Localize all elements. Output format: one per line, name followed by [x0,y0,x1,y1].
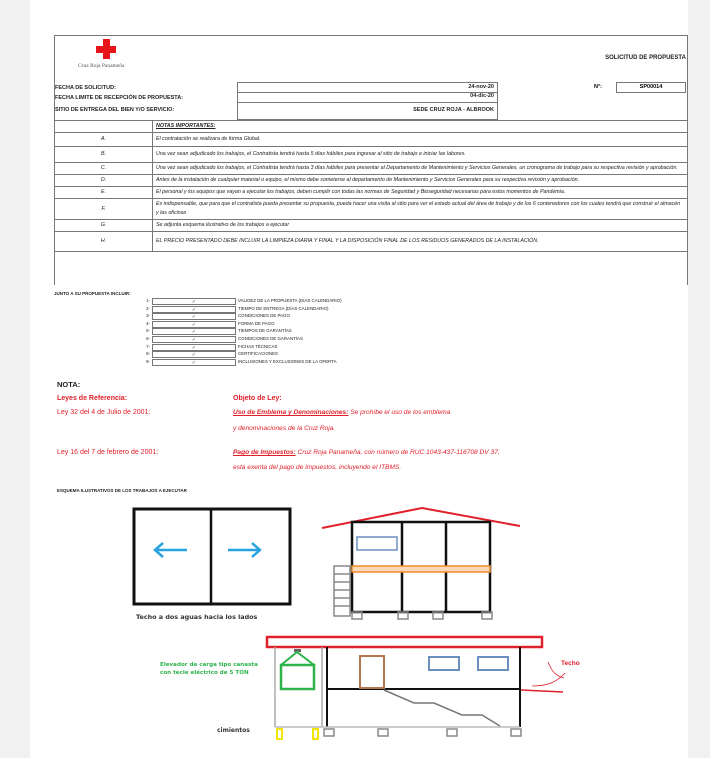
checklist-number: 4- [146,320,150,326]
note-letter: A. [55,133,153,147]
checklist-number: 2- [146,305,150,311]
include-title: JUNTO A SU PROPUESTA INCLUIR: [54,291,131,296]
check-icon: ✓ [152,359,236,366]
law-description-cont: y denominaciones de la Cruz Roja. [233,425,336,432]
checklist-number: 1- [146,298,150,303]
law-description: Cruz Roja Panameña, con número de RUC 1043-437-116708 DV 37, [295,449,500,456]
check-icon: ✓ [152,336,236,343]
checklist-number: 5- [146,328,150,334]
note-text: Se adjunta esquema ilustrativo de los trabajos a ejecutar [153,220,688,232]
checklist-number: 8- [146,351,150,357]
note-letter: D. [55,175,153,187]
law-reference: Ley 32 del 4 de Julio de 2001: [57,409,151,416]
nota-title: NOTA: [57,380,81,389]
checklist-number: 7- [146,343,150,349]
law-description-cont: esta exenta del pago de impuestos, incluyendo el ITBMS. [233,464,402,471]
note-text: El contratación se realizara de forma Global. [153,133,688,147]
note-letter: E. [55,187,153,199]
checklist-number: 6- [146,336,150,341]
note-text: EL PRECIO PRESENTADO DEBE INCLUIR LA LIMPIEZA DIARIA Y FINAL Y LA DISPOSICIÓN FINAL DE LOS RESIDUOS GENERADOS DE LA INSTALACIÓN. [153,232,688,252]
org-name: Cruz Roja Panameña [78,63,125,69]
note-text: Antes de la instalación de cualquier material o equipo, el mismo debe someterse al departamento de Mantenimiento y Servicios Generales para su respectiva revisión y aprobación. [153,175,688,187]
law-reference: Ley 16 del 7 de febrero de 2001: [57,449,159,456]
note-letter: C. [55,163,153,175]
checklist-label: CERTIFICACIONES [238,351,278,357]
checklist-label: CONDICIONES DE PAGO [238,313,290,319]
check-icon: ✓ [152,328,236,335]
foundations-label: cimientos [217,727,250,734]
checklist-label: CONDICIONES DE GARANTÍAS [238,336,303,341]
note-text: Es indispensable, que para que el contratista pueda presentar su propuesta, pueda hacer una visita al sitio para ver el estado actual del área de trabajo y de los 6 contenedores con los cuales tendrá que construir el almacén y las oficinas [153,199,688,220]
check-icon: ✓ [152,351,236,358]
check-icon: ✓ [152,306,236,313]
number-label: N°: [594,84,603,90]
note-letter: H. [55,232,153,252]
ladder [334,566,350,616]
elevator-note: Elevador de carga tipo canasta con tecle eléctrico de 5 TON [160,662,258,676]
field-label-deadline: FECHA LIMITE DE RECEPCIÓN DE PROPUESTA: [55,95,184,101]
checklist-number: 9- [146,358,150,364]
note-letter: F. [55,199,153,220]
arrow-left-icon [155,543,187,557]
field-label-request-date: FECHA DE SOLICITUD: [55,85,116,91]
note-letter: G. [55,220,153,232]
field-value-deadline: 04-dic-20 [237,92,498,103]
checklist-label: FICHAS TÉCNICAS [238,343,278,349]
checklist-label: INCLUSIONES Y EXCLUSIONES DE LA OFERTA [238,358,337,364]
checklist-label: VALIDEZ DE LA PROPUESTA (DÍAS CALENDARIO) [238,298,342,303]
check-icon: ✓ [152,313,236,320]
checklist-number: 3- [146,313,150,319]
note-text: Una vez sean adjudicado los trabajos, el Contratista tendrá hasta 5 días hábiles para ingresar al sitio de trabajo e iniciar las labores. [153,147,688,163]
note-text: El personal y los equipos que vayan a ejecutar los trabajos, deben cumplir con todas las normas de Seguridad y Bioseguridad necesarias para estos momentos de Pandemia. [153,187,688,199]
schematics-title: ESQUEMA ILUSTRATIVOS DE LOS TRABAJOS A EJECUTAR [57,488,187,493]
check-icon: ✓ [152,321,236,328]
roof-plan-diagram [134,509,290,604]
document-title: SOLICITUD DE PROPUESTA [605,55,686,61]
checklist-label: FORMA DE PAGO [238,320,275,326]
roof-caption: Techo a dos aguas hacia los lados [136,613,258,621]
note-text: Una vez sean adjudicado los trabajos, el Contratista tendrá hasta 3 días hábiles para presentar al Departamento de Mantenimiento y Servicios Generales, un cronograma de trabajo para su respectiva revisión y aprobación. [153,163,688,175]
two-story-elevation-diagram [322,508,520,619]
check-icon: ✓ [152,344,236,351]
arrow-right-icon [228,543,260,557]
elevator-elevation-diagram [267,637,565,739]
checklist-label: TIEMPO DE ENTREGA (DÍAS CALENDARIO) [238,305,329,311]
law-subject: Uso de Emblema y Denominaciones: [233,409,349,416]
laws-heading: Leyes de Referencia: [57,395,128,402]
law-description: Se prohíbe el uso de los emblema [348,409,451,416]
law-subject: Pago de Impuestos: [233,449,296,456]
law-object-heading: Objeto de Ley: [233,395,282,402]
field-label-delivery-site: SITIO DE ENTREGA DEL BIEN Y/O SERVICIO: [55,107,175,113]
checklist-label: TIEMPOS DE GARANTÍAS [238,328,292,334]
field-value-delivery-site: SEDE CRUZ ROJA - ALBROOK [237,102,498,120]
field-value-request-date: 24-nov-20 [237,82,498,93]
roof-label: Techo [561,660,580,667]
check-icon: ✓ [152,298,236,305]
note-letter: B. [55,147,153,163]
notes-heading: NOTAS IMPORTANTES: [153,121,688,133]
number-value: SP00014 [616,82,686,93]
